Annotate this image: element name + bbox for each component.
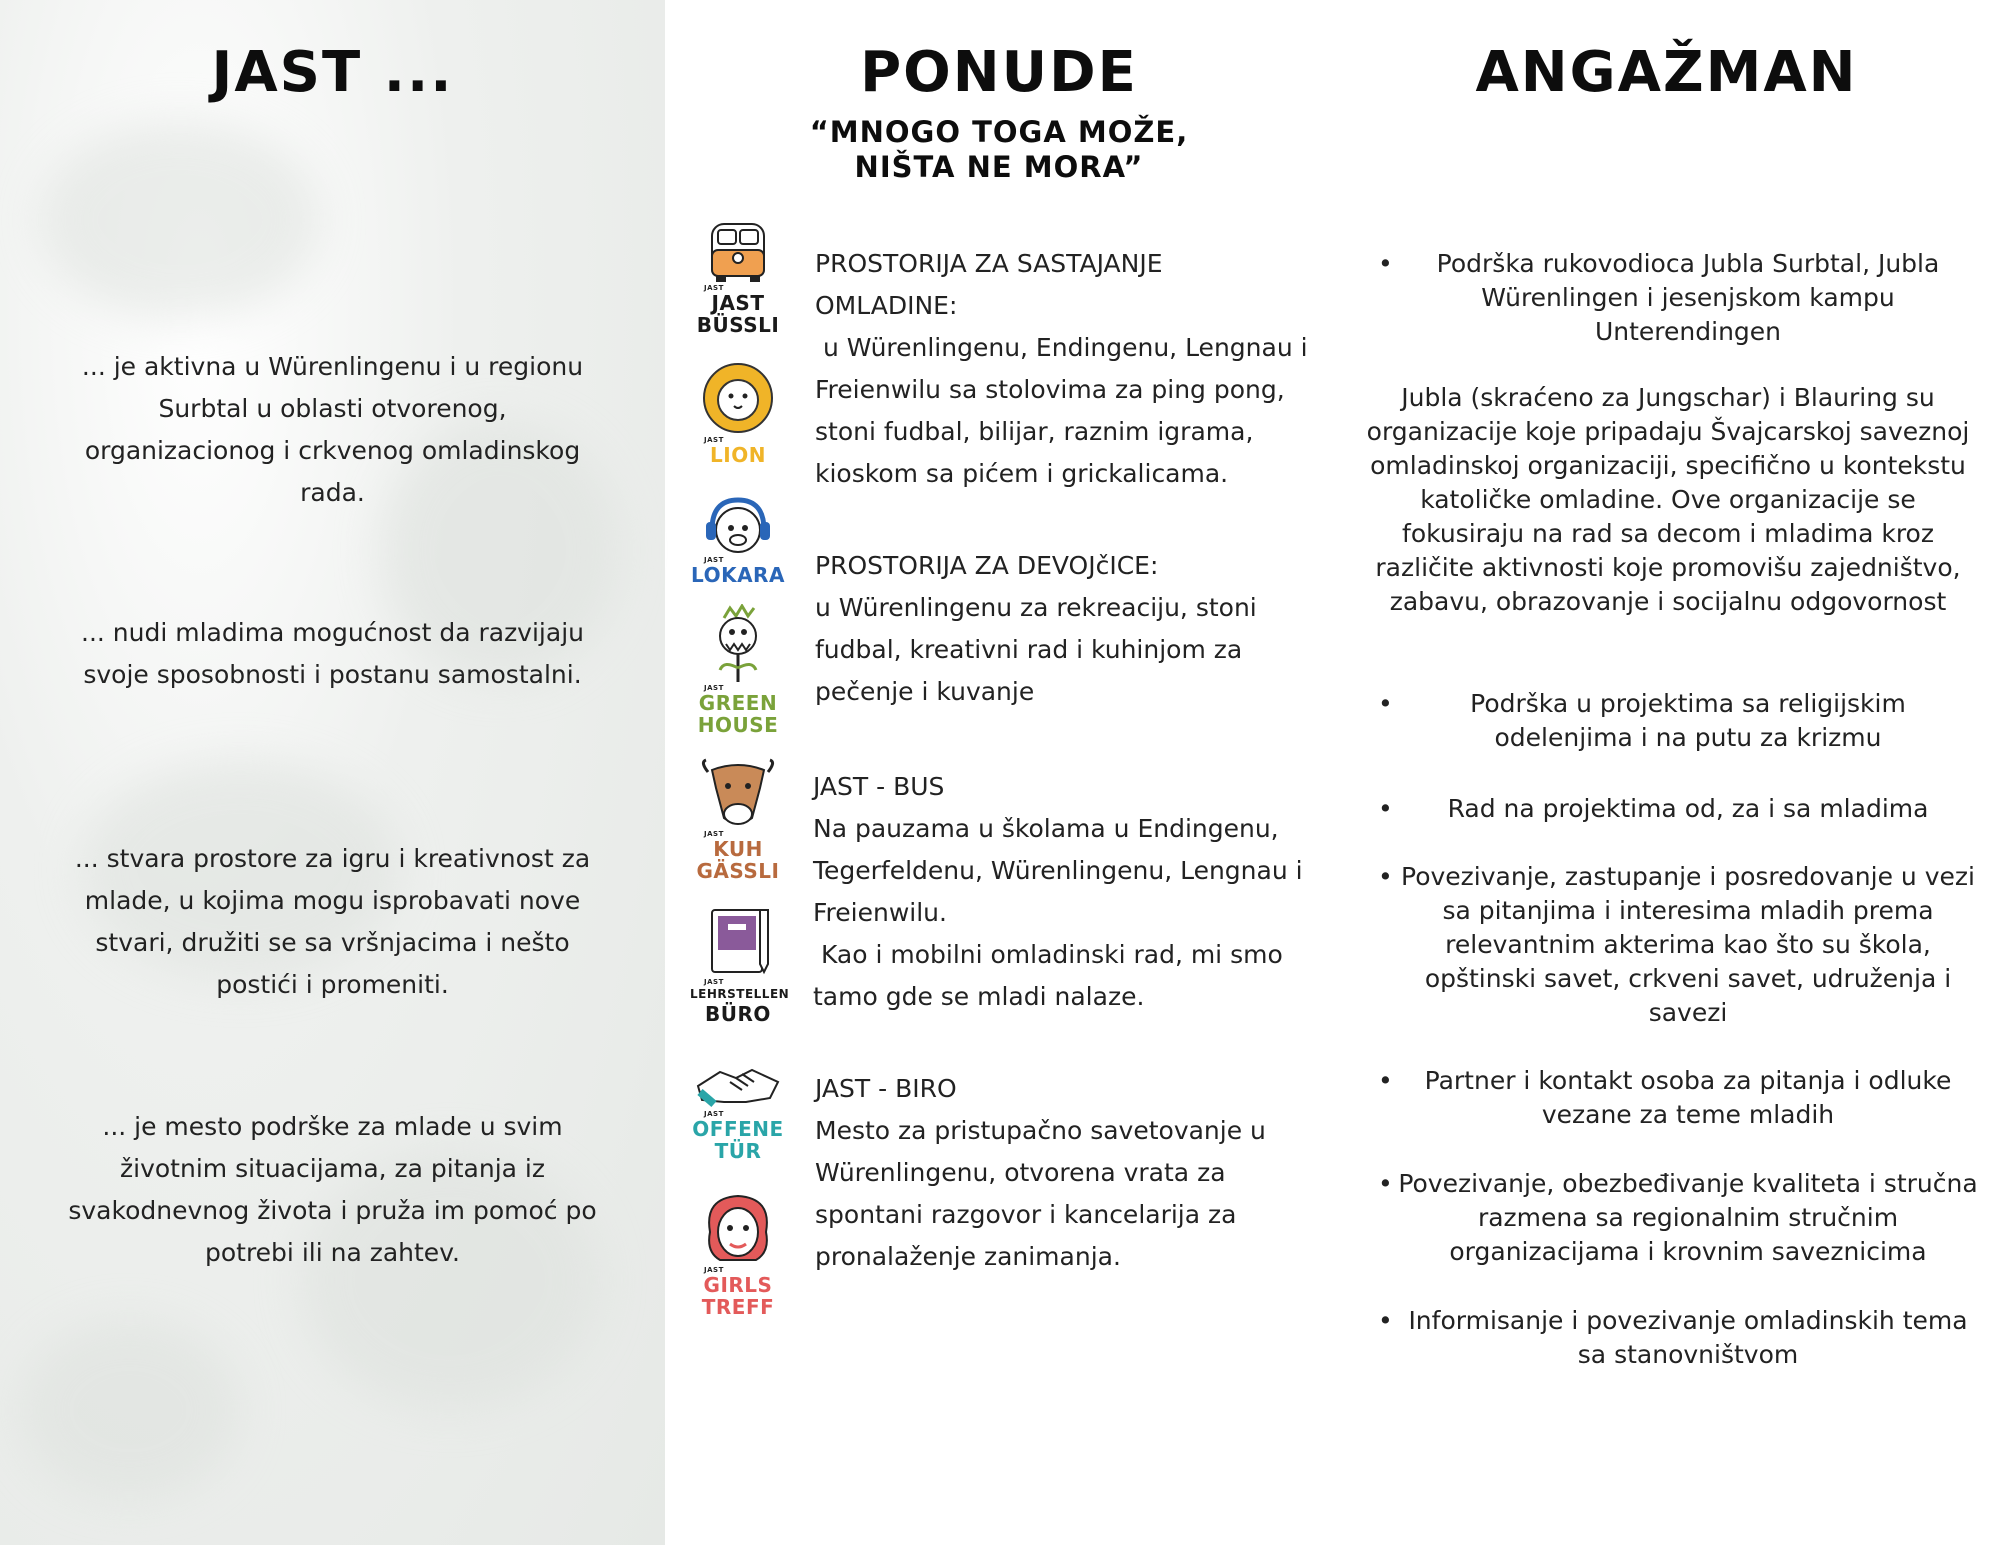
jast-heading: JAST ... <box>211 40 454 105</box>
bullet: • <box>1378 1306 1393 1335</box>
offer-title-line: PROSTORIJA ZA SASTAJANJE <box>815 249 1163 278</box>
offer-body-line: u Würenlingenu za rekreaciju, stoni <box>815 593 1257 622</box>
offer-body-line: pronalaženje zanimanja. <box>815 1242 1121 1271</box>
offer-body-line: pečenje i kuvanje <box>815 677 1035 706</box>
logo-jast-offene-tur <box>690 1052 786 1162</box>
logo-jast-lokara-label: JAST LOKARA <box>691 556 785 587</box>
offer-body-line: fudbal, kreativni rad i kuhinjom za <box>815 635 1243 664</box>
cow-icon <box>690 758 786 830</box>
logo-jast-kuh-gassli-label: JAST KUH GÄSSLI <box>696 830 780 883</box>
offer-title-line: PROSTORIJA ZA DEVOJčICE: <box>815 551 1159 580</box>
offer-body-line: Mesto za pristupačno savetovanje u <box>815 1116 1266 1145</box>
offer-body-line: Freienwilu sa stolovima za ping pong, <box>815 375 1285 404</box>
engagement-item-7: • Informisanje i povezivanje omladinskih tema sa stanovništvom <box>1378 1306 1968 1369</box>
ponude-heading: PONUDE <box>860 40 1138 105</box>
jast-paragraph-3: ... stvara prostore za igru i kreativnost za mlade, u kojima mogu isprobavati nove stvari, družiti se sa vršnjacima i nešto postići i promeniti. <box>74 844 591 999</box>
ponude-subheading <box>665 115 1333 185</box>
offer-body-line: spontani razgovor i kancelarija za <box>815 1200 1237 1229</box>
offer-body-line: Tegerfeldenu, Würenlingenu, Lengnau i <box>813 856 1303 885</box>
logo-jast-girls-treff <box>690 1192 786 1318</box>
girl-face-icon <box>690 1192 786 1266</box>
logo-jast-kuh-gassli <box>690 758 786 882</box>
jast-paragraph-2: ... nudi mladima mogućnost da razvijaju svoje sposobnosti i postanu samostalni. <box>81 618 584 689</box>
bullet: • <box>1378 249 1393 278</box>
logo-jast-bussli-label: JAST JAST BÜSSLI <box>696 284 780 337</box>
angazman-heading: ANGAŽMAN <box>1475 40 1858 105</box>
offer-body-line: Na pauzama u školama u Endingenu, <box>813 814 1279 843</box>
handshake-icon <box>690 1052 786 1110</box>
bullet: • <box>1378 1066 1393 1095</box>
offer-body-line: tamo gde se mladi nalaze. <box>813 982 1145 1011</box>
engagement-item-6: • Povezivanje, obezbeđivanje kvaliteta i stručna razmena sa regionalnim stručnim organizacijama i krovnim saveznicima <box>1378 1169 1978 1266</box>
logo-jast-bussli <box>690 218 786 336</box>
bullet: • <box>1378 862 1393 891</box>
jubla-paragraph: Jubla (skraćeno za Jungschar) i Blauring su organizacije koje pripadaju Švajcarskoj saveznoj omladinskoj organizaciji, specifično u kontekstu katoličke omladine. Ove organizacije se fokusiraju na rad sa decom i mladima kroz različite aktivnosti koje promovišu zajedništvo, zabavu, obrazovanje i socijalnu odgovornost <box>1366 383 1970 616</box>
logo-jast-girls-treff-label: JAST GIRLS TREFF <box>701 1266 775 1319</box>
logo-lehrstellen-buro-label: JAST LEHRSTELLEN BÜRO <box>690 978 790 1026</box>
ponude-subheading-line-2: NIŠTA NE MORA” <box>854 150 1144 184</box>
engagement-item-4: • Povezivanje, zastupanje i posredovanje u vezi sa pitanjima i interesima mladih prema relevantnim akterima kao što su škola, opštinski savet, crkveni savet, udruženja i savezi <box>1378 862 1975 1027</box>
bullet: • <box>1378 689 1393 718</box>
engagement-item-1: • Podrška rukovodioca Jubla Surbtal, Jubla Würenlingen i jesenjskom kampu Unterendingen <box>1378 249 1940 346</box>
logo-jast-lion <box>690 360 786 466</box>
logo-jast-green-house <box>690 604 786 736</box>
ponude-subheading-line-1: “MNOGO TOGA MOŽE, <box>809 115 1189 149</box>
jast-paragraph-4: ... je mesto podrške za mlade u svim životnim situacijama, za pitanja iz svakodnevnog života i pruža im pomoć po potrebi ili na zahtev. <box>68 1112 597 1267</box>
lion-icon <box>690 360 786 436</box>
offer-body-line: stoni fudbal, bilijar, raznim igrama, <box>815 417 1254 446</box>
offer-title-line: JAST - BIRO <box>815 1074 957 1103</box>
offer-body-line: Würenlingenu, otvorena vrata za <box>815 1158 1226 1187</box>
plant-monster-icon <box>690 604 786 684</box>
offer-body-line: kioskom sa pićem i grickalicama. <box>815 459 1229 488</box>
van-icon <box>690 218 786 284</box>
offer-jast-biro <box>815 1068 1335 1278</box>
offer-body-line: Kao i mobilni omladinski rad, mi smo <box>813 940 1283 969</box>
engagement-item-5: • Partner i kontakt osoba za pitanja i odluke vezane za teme mladih <box>1378 1066 1952 1129</box>
bullet: • <box>1378 794 1393 823</box>
logo-lehrstellen-buro <box>690 904 790 1026</box>
offer-title-line: OMLADINE: <box>815 291 958 320</box>
jast-paragraph-1: ... je aktivna u Würenlingenu i u regionu Surbtal u oblasti otvorenog, organizacionog i crkvenog omladinskog rada. <box>81 352 584 507</box>
logo-jast-green-house-label: JAST GREEN HOUSE <box>697 684 779 737</box>
engagement-item-2: • Podrška u projektima sa religijskim odelenjima i na putu za krizmu <box>1378 689 1906 752</box>
logo-jast-lion-label: JAST LION <box>704 436 766 467</box>
offer-prostorija-omladine <box>815 243 1335 495</box>
logo-jast-lokara <box>690 494 786 586</box>
bullet: • <box>1378 1169 1393 1198</box>
offer-body-line: Freienwilu. <box>813 898 947 927</box>
offer-body-line: u Würenlingenu, Endingenu, Lengnau i <box>815 333 1308 362</box>
notebook-icon <box>690 904 786 978</box>
monkey-headphones-icon <box>690 494 786 556</box>
left-panel-background <box>0 0 665 1545</box>
engagement-item-3: • Rad na projektima od, za i sa mladima <box>1358 792 1978 826</box>
logo-jast-offene-tur-label: JAST OFFENE TÜR <box>692 1110 784 1163</box>
offer-title-line: JAST - BUS <box>813 772 945 801</box>
offer-prostorija-devojcice <box>815 545 1335 713</box>
offer-jast-bus <box>813 766 1333 1018</box>
